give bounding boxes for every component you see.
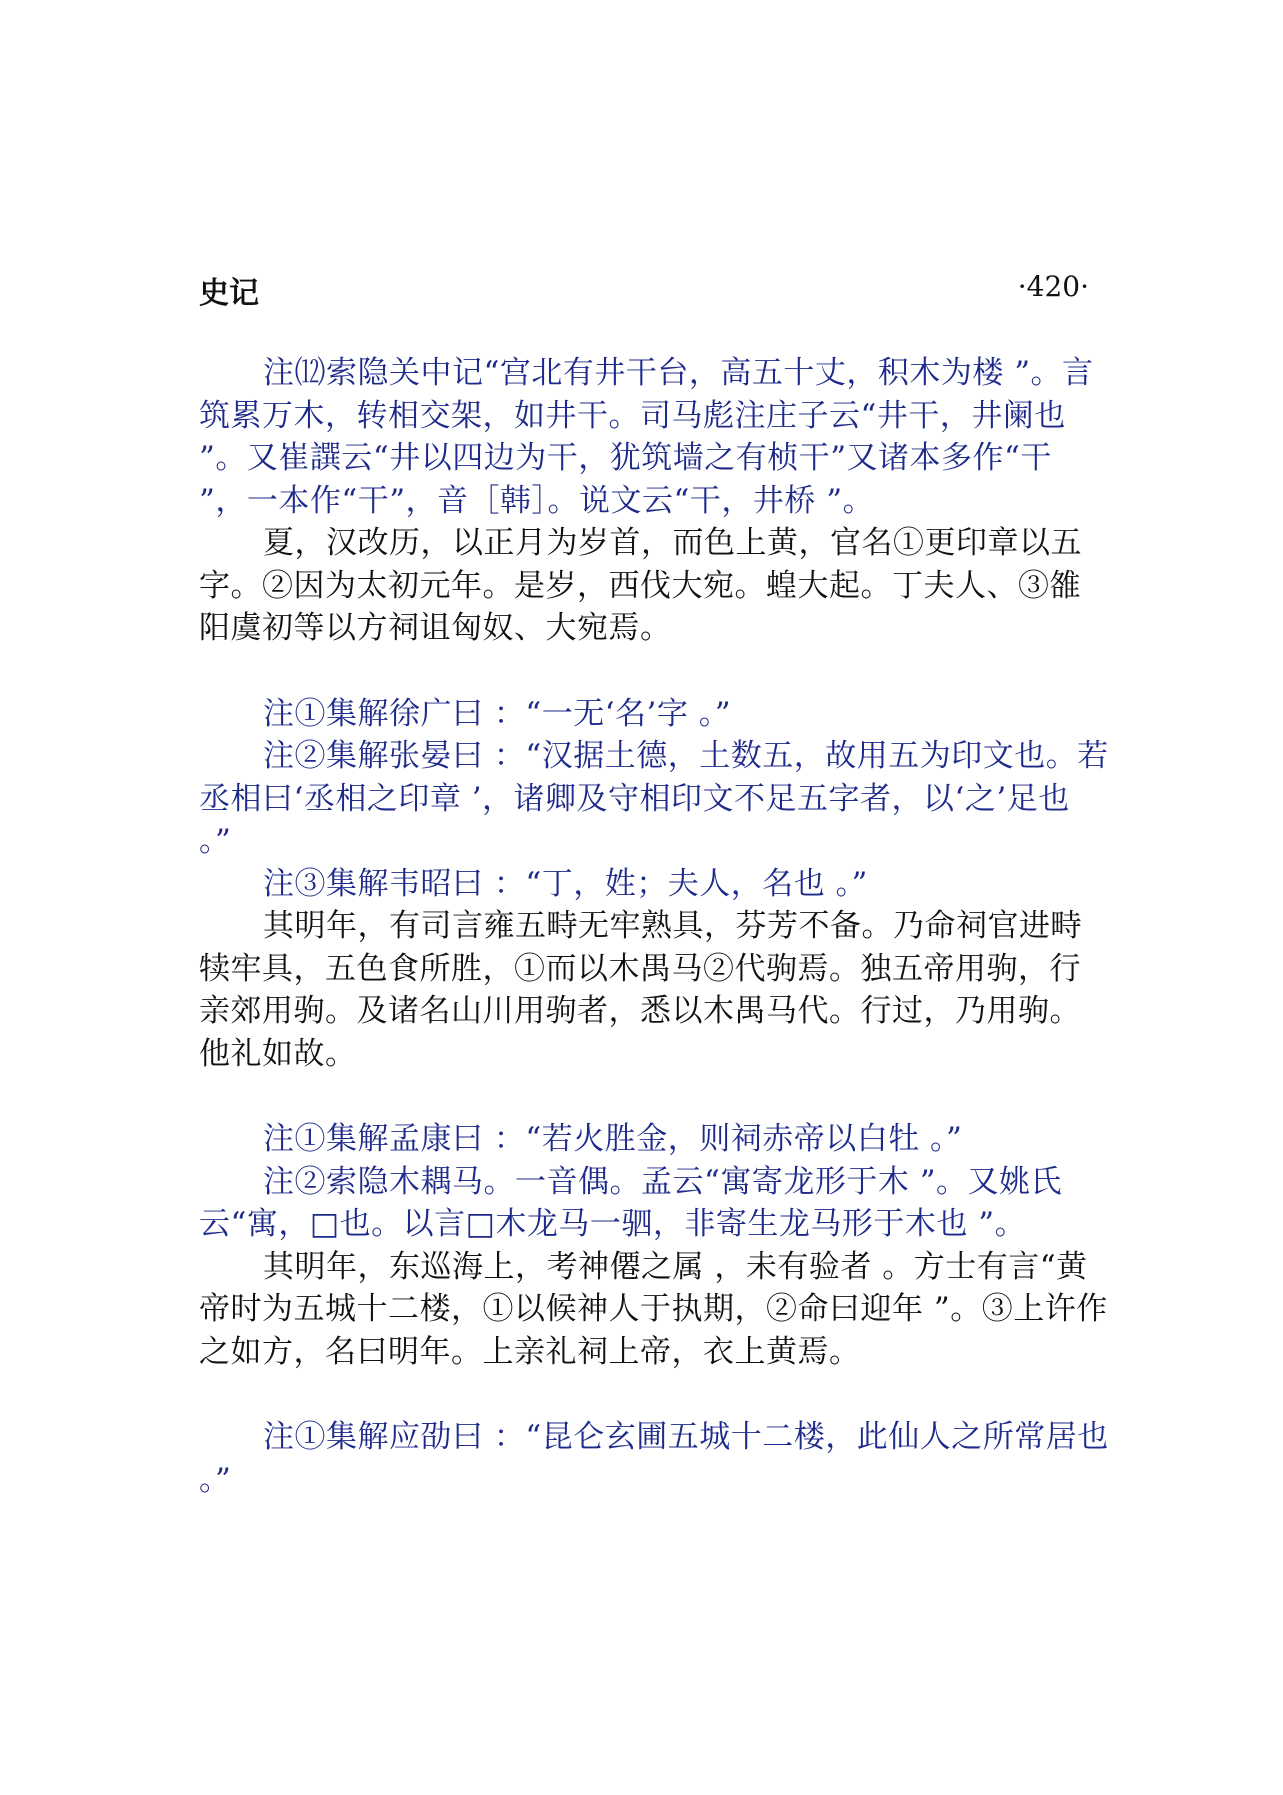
main-text-paragraph: 夏，汉改历，以正月为岁首，而色上黄，官名①更印章以五字。②因为太初元年。是岁，西伐大宛。蝗大起。丁夫人、③雒阳虞初等以方祠诅匈奴、大宛焉。 xyxy=(199,525,1082,646)
annotation-paragraph: 注②集解张晏曰 ：“汉据土德，土数五，故用五为印文也。若丞相曰‘丞相之印章 ’，诸卿及守相印文不足五字者，以‘之’足也 。” xyxy=(199,738,1109,859)
annotation-paragraph: 注①集解徐广曰 ：“一无‘名’字 。” xyxy=(263,695,732,732)
book-title: 史记 xyxy=(199,276,259,311)
annotation-paragraph: 注⑿索隐关中记“宫北有井干台，高五十丈，积木为楼 ”。言筑累万木，转相交架，如井干。司马彪注庄子云“井干，井阑也 ”。又崔譔云“井以四边为干，犹筑墙之有桢干”又诸本多作“干 ”，一本作“干”，音［韩］。说文云“干，井桥 ”。 xyxy=(199,355,1094,519)
paragraph-gap xyxy=(199,1075,1109,1118)
paragraph-gap xyxy=(199,1373,1109,1416)
main-text-paragraph: 其明年，有司言雍五畤无牢熟具，芬芳不备。乃命祠官进畤犊牢具，五色食所胜，①而以木禺马②代驹焉。独五帝用驹，行亲郊用驹。及诸名山川用驹者，悉以木禺马代。行过，乃用驹。他礼如故。 xyxy=(199,908,1082,1072)
annotation-paragraph: 注①集解孟康曰 ：“若火胜金，则祠赤帝以白牡 。” xyxy=(263,1121,963,1157)
annotation-paragraph: 注②索隐木耦马。一音偶。孟云“寓寄龙形于木 ”。又姚氏云“寓，□也。以言□木龙马一驷，非寄生龙马形于木也 ”。 xyxy=(199,1163,1063,1242)
page-header xyxy=(199,268,1089,311)
paragraph-gap xyxy=(199,650,1109,693)
page-content xyxy=(199,352,1120,1501)
page-number: ·420· xyxy=(1017,270,1089,303)
annotation-paragraph: 注①集解应劭曰 ：“昆仑玄圃五城十二楼，此仙人之所常居也 。” xyxy=(199,1419,1120,1498)
annotation-paragraph: 注③集解韦昭曰 ：“丁，姓；夫人，名也 。” xyxy=(263,865,868,902)
main-text-paragraph: 其明年，东巡海上，考神僊之属 ，未有验者 。方士有言“黄帝时为五城十二楼，①以候神人于执期，②命曰迎年 ”。③上许作之如方，名曰明年。上亲礼祠上帝，衣上黄焉。 xyxy=(199,1248,1108,1370)
